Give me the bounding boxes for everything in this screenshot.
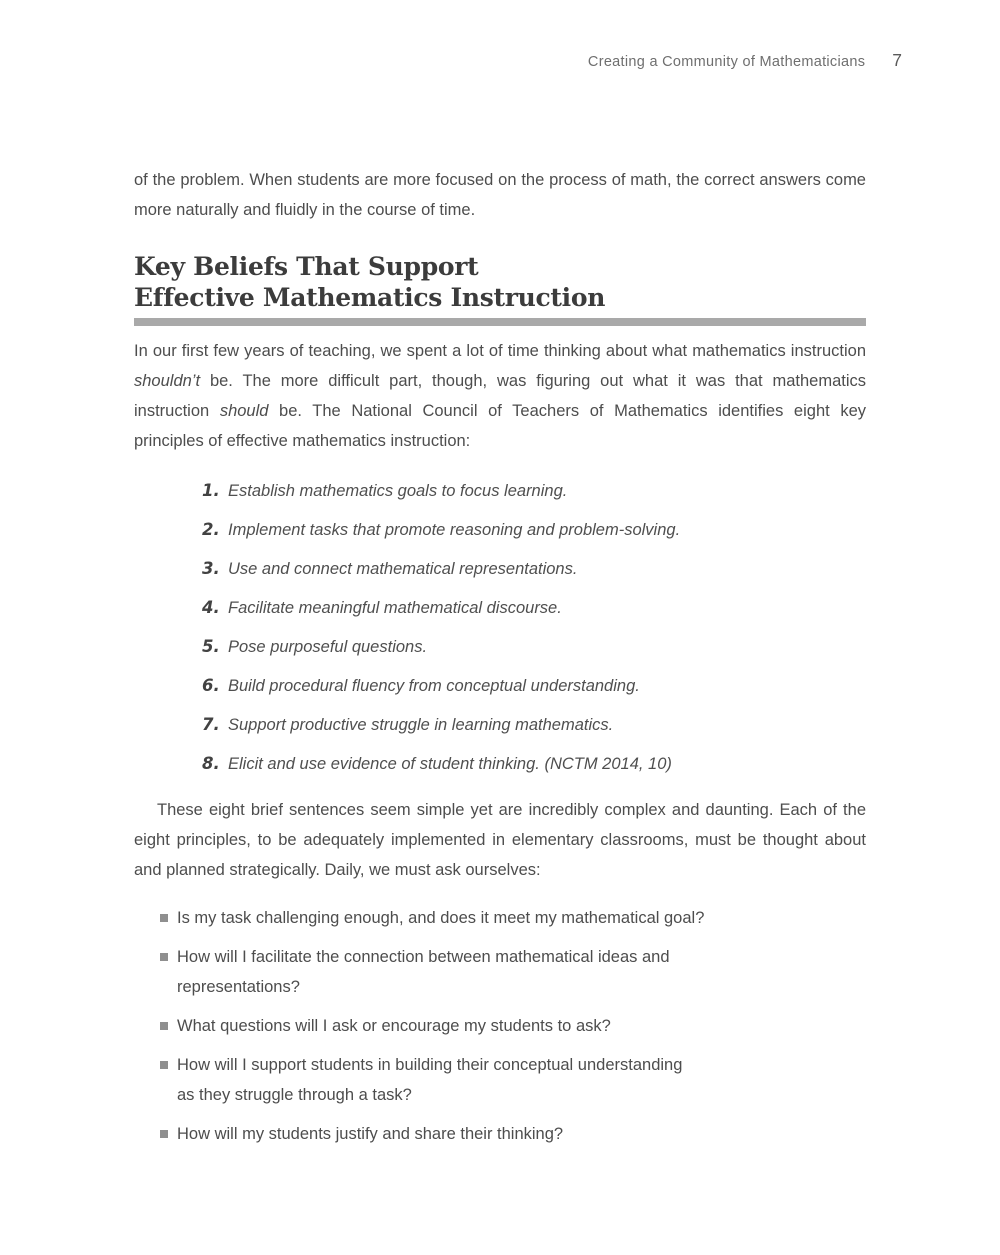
intro-paragraph: of the problem. When students are more focused on the process of math, the correct answers come more naturally and fluidly in the course of time. — [134, 171, 866, 219]
question-item — [160, 903, 866, 933]
principle-number: 5. — [202, 637, 220, 656]
principle-text: Facilitate meaningful mathematical discourse. — [228, 599, 562, 617]
square-bullet-icon — [160, 942, 177, 1002]
running-head: Creating a Community of Mathematicians — [587, 54, 866, 70]
principle-number: 6. — [202, 676, 220, 695]
square-bullet-icon — [160, 1119, 177, 1149]
question-text-line2: representations? — [177, 978, 300, 996]
principle-text: Elicit and use evidence of student thinking. (NCTM 2014, 10) — [228, 755, 672, 773]
body-paragraph-segment: be. The more difficult part, though, was figuring out what it was that mathematics instruction — [134, 372, 866, 420]
section-heading-line1: Key Beliefs That Support — [134, 252, 479, 281]
principle-text: Build procedural fluency from conceptual understanding. — [228, 677, 640, 695]
question-text: Is my task challenging enough, and does it meet my mathematical goal? — [177, 909, 705, 927]
principles-list — [134, 476, 866, 779]
principle-text: Establish mathematics goals to focus learning. — [228, 482, 568, 500]
heading-rule — [134, 318, 866, 326]
principle-number: 4. — [202, 598, 220, 617]
principle-item — [202, 749, 866, 779]
principle-item — [202, 554, 866, 584]
question-text — [177, 1050, 682, 1110]
principle-number: 1. — [202, 481, 220, 500]
body-paragraph-segment: In our first few years of teaching, we spent a lot of time thinking about what mathematics instruction — [134, 342, 866, 360]
section-heading-line2: Effective Mathematics Instruction — [134, 283, 606, 312]
question-text: What questions will I ask or encourage my students to ask? — [177, 1017, 611, 1035]
body-paragraph-segment: be. The National Council of Teachers of Mathematics identifies eight key principles of effective mathematics instruction: — [134, 402, 866, 450]
principle-number: 7. — [202, 715, 220, 734]
principle-item — [202, 515, 866, 545]
principle-text: Use and connect mathematical representations. — [228, 560, 578, 578]
principle-number: 2. — [202, 520, 220, 539]
principle-text: Support productive struggle in learning mathematics. — [228, 716, 614, 734]
complexity-paragraph: These eight brief sentences seem simple yet are incredibly complex and daunting. Each of the eight principles, to be adequately implemented in elementary classrooms, must be thought about and planned strategically. Daily, we must ask ourselves: — [134, 801, 866, 879]
page-header — [0, 0, 1000, 71]
question-text — [177, 942, 670, 1002]
page-content — [0, 165, 1000, 1149]
principle-number: 8. — [202, 754, 220, 773]
square-bullet-icon — [160, 1050, 177, 1110]
question-item — [160, 1119, 866, 1149]
principle-item — [202, 710, 866, 740]
question-text-line2: as they struggle through a task? — [177, 1086, 412, 1104]
square-bullet-icon — [160, 903, 177, 933]
square-bullet-icon — [160, 1011, 177, 1041]
principle-number: 3. — [202, 559, 220, 578]
question-text-line1: How will I support students in building their conceptual understanding — [177, 1056, 683, 1074]
principle-item — [202, 476, 866, 506]
question-item — [160, 942, 866, 1002]
question-item — [160, 1050, 866, 1110]
question-text-line1: How will I facilitate the connection between mathematical ideas and — [177, 948, 670, 966]
principle-item — [202, 632, 866, 662]
section-heading — [134, 251, 866, 313]
body-paragraph — [134, 336, 866, 456]
principle-text: Pose purposeful questions. — [228, 638, 428, 656]
principle-item — [202, 593, 866, 623]
body-paragraph-italic-should: should — [219, 402, 269, 420]
question-text: How will my students justify and share their thinking? — [177, 1125, 564, 1143]
principle-item — [202, 671, 866, 701]
body-paragraph-italic-shouldnt: shouldn’t — [134, 372, 201, 390]
principle-text: Implement tasks that promote reasoning and problem-solving. — [228, 521, 681, 539]
question-item — [160, 1011, 866, 1041]
questions-list — [134, 903, 866, 1149]
page-number: 7 — [892, 50, 902, 70]
